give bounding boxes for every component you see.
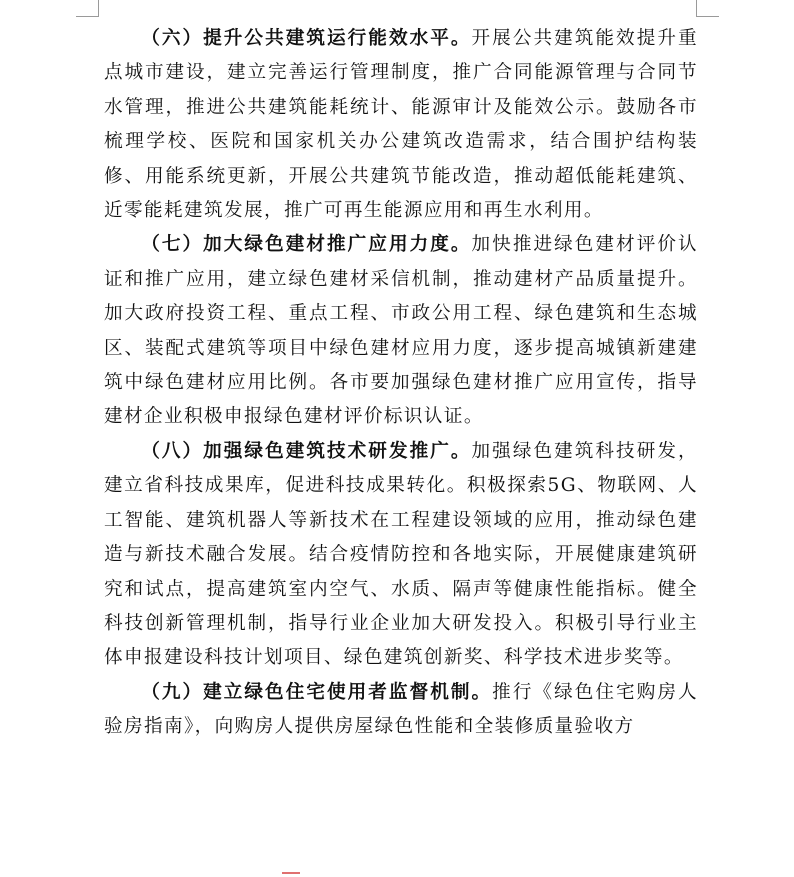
paragraph-heading: （六）提升公共建筑运行能效水平。 [141,28,472,49]
document-body [104,22,698,745]
margin-corner-mark-right [696,0,719,17]
spellcheck-mark [282,872,300,874]
paragraph-6 [104,22,698,228]
paragraph-text: 加快推进绿色建材评价认证和推广应用，建立绿色建材采信机制，推动建材产品质量提升。加大政府投资工程、重点工程、市政公用工程、绿色建筑和生态城区、装配式建筑等项目中绿色建材应用力度，逐步提高城镇新建建筑中绿色建材应用比例。各市要加强绿色建材推广应用宣传，指导建材企业积极申报绿色建材评价标识认证。 [104,234,698,428]
paragraph-9 [104,676,698,745]
paragraph-text: 加强绿色建筑科技研发，建立省科技成果库，促进科技成果转化。积极探索5G、物联网、人工智能、建筑机器人等新技术在工程建设领域的应用，推动绿色建造与新技术融合发展。结合疫情防控和各地实际，开展健康建筑研究和试点，提高建筑室内空气、水质、隔声等健康性能指标。健全科技创新管理机制，指导行业企业加大研发投入。积极引导行业主体申报建设科技计划项目、绿色建筑创新奖、科学技术进步奖等。 [104,440,698,669]
paragraph-heading: （七）加大绿色建材推广应用力度。 [141,234,472,256]
paragraph-8 [104,435,698,676]
paragraph-7 [104,228,698,434]
margin-corner-mark-left [76,0,99,17]
paragraph-heading: （九）建立绿色住宅使用者监督机制。 [141,681,493,703]
paragraph-heading: （八）加强绿色建筑技术研发推广。 [141,440,472,462]
paragraph-text: 推行《绿色住宅购房人验房指南》，向购房人提供房屋绿色性能和全装修质量验收方 [104,681,698,738]
paragraph-text: 开展公共建筑能效提升重点城市建设，建立完善运行管理制度，推广合同能源管理与合同节水管理，推进公共建筑能耗统计、能源审计及能效公示。鼓励各市梳理学校、医院和国家机关办公建筑改造需求，结合围护结构装修、用能系统更新，开展公共建筑节能改造，推动超低能耗建筑、近零能耗建筑发展，推广可再生能源应用和再生水利用。 [104,28,698,222]
